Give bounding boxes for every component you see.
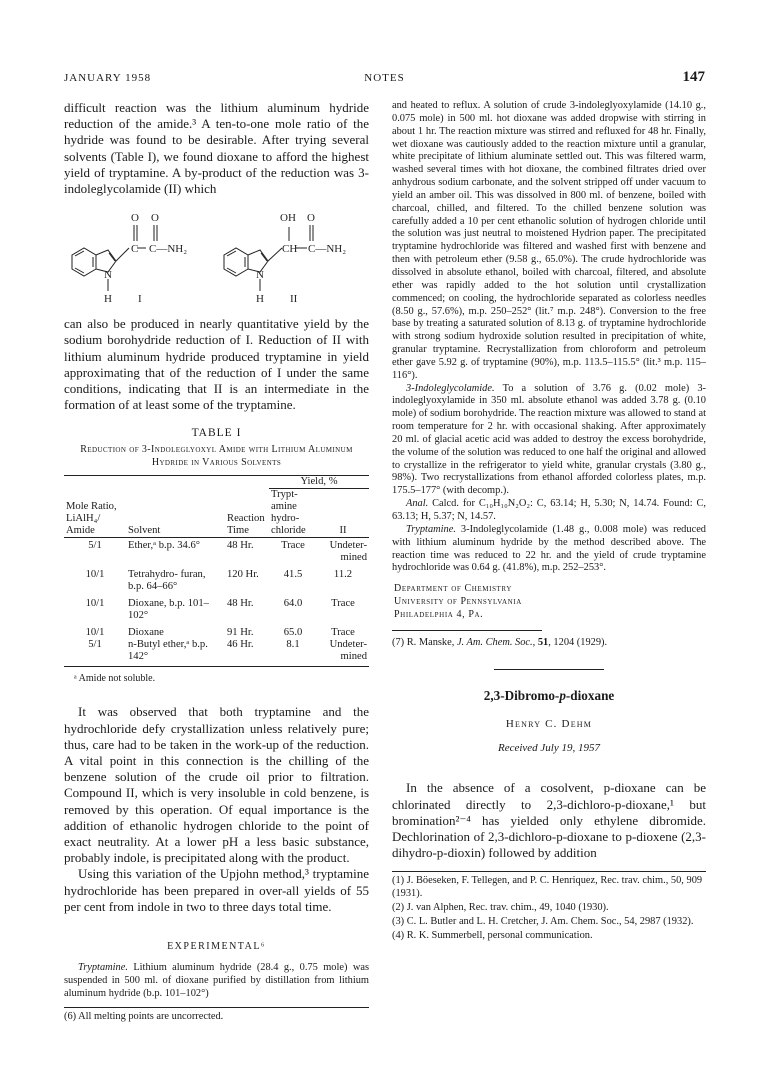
cell-solvent: Ether,ᵃ b.p. 34.6° [128, 540, 201, 552]
header-time: Reaction Time [225, 476, 269, 538]
experimental-heading: EXPERIMENTAL⁶ [167, 941, 266, 953]
header-ii: II [317, 489, 369, 538]
title-part-a: 2,3-Dibromo- [483, 688, 560, 704]
cell-ratio: 5/1 [88, 540, 102, 552]
amide-label-2: C—NH₂ [308, 243, 347, 256]
header-yield: Yield, % [269, 476, 369, 489]
glycolamide-label: 3-Indoleglycolamide. [406, 382, 495, 394]
references [392, 871, 706, 942]
oxygen-label-1: O [131, 212, 139, 225]
paragraph-analysis [392, 498, 706, 524]
table-row [64, 567, 369, 596]
compound-label-i: I [138, 293, 142, 306]
cell-ii: Trace [331, 627, 355, 639]
journal-date: JANUARY 1958 [64, 72, 152, 84]
affiliation-university: University of Pennsylvania [394, 596, 522, 608]
paragraph-borohydride: can also be produced in nearly quantitative yield by the sodium borohydride reduction of I. Reduction of II with lithium aluminum hydride produced tryptamine in yield approximating that of the reduction of I under the same conditions, indicating that II is an intermediate in the formation of at least some of the tryptamine. [64, 316, 369, 413]
cell-time: 46 Hr. [227, 639, 254, 651]
ch-label: CH [282, 243, 298, 256]
hydrogen-label-2: H [256, 293, 264, 306]
oxygen-label-2: O [151, 212, 159, 225]
cell-ratio: 10/1 [85, 627, 105, 639]
paragraph-reduction-intro: difficult reaction was the lithium aluminum hydride reduction of the amide.³ A ten-to-one mole ratio of the hydride was found to be desirable. After trying several solvents (Table I), we found dioxane to afford the highest yield of tryptamine. A by-product of the reduction was 3-indoleglycolamide (II) which [64, 100, 369, 197]
cell-tryptamine: 64.0 [283, 598, 303, 610]
structure-diagram [64, 205, 369, 310]
reference-4: (4) R. K. Summerbell, personal communication. [392, 929, 593, 941]
article-title [392, 688, 706, 704]
table-row [64, 625, 369, 639]
paragraph-glycolamide [392, 383, 706, 499]
table-caption: Reduction of 3-Indoleglyoxyl Amide with Lithium Aluminum Hydride in Various Solvents [80, 444, 353, 469]
chemical-structures [64, 205, 369, 310]
ref7-pages: , 1204 (1929). [548, 636, 608, 648]
cell-ratio: 10/1 [85, 598, 105, 610]
received-date: Received July 19, 1957 [497, 742, 600, 755]
cell-ratio: 10/1 [85, 569, 105, 581]
author-name: Henry C. Dehm [505, 718, 593, 731]
reference-rule [392, 630, 542, 631]
carbon-label-1: C [131, 243, 139, 256]
cell-ii: 11.2 [333, 569, 353, 581]
title-part-p: p [559, 688, 566, 704]
paragraph-dioxane-intro: In the absence of a cosolvent, p-dioxane can be chlorinated directly to 2,3-dichloro-p-dioxane,¹ but bromination²⁻⁴ has yielded only ethylene dibromide. Dechlorination of 2,3-dichloro-p-dioxane to p-dioxene (2,3-dihydro-p-dioxin) followed by addition [392, 780, 706, 861]
anal-label: Anal. [406, 498, 429, 510]
cell-tryptamine: 8.1 [286, 639, 300, 651]
ref7-volume: 51 [537, 636, 549, 648]
cell-ii: Undeter- mined [329, 540, 367, 564]
cell-time: 120 Hr. [227, 569, 259, 581]
paragraph-tryptamine [392, 524, 706, 575]
ref7-author: (7) R. Manske, [392, 636, 457, 648]
nitrogen-label-1: N [104, 269, 112, 282]
reference-7 [392, 637, 706, 650]
cell-solvent: Tetrahydro- furan, b.p. 64–66° [128, 569, 206, 593]
tryptamine-text: 3-Indoleglycolamide (1.48 g., 0.008 mole) was reduced with lithium aluminum hydride by the method described above. The reaction time was reduced to 22 hr. and the yield of crude tryptamine hydrochloride was 0.64 g. (41.8%), m.p. 252–253°. [392, 523, 706, 574]
tryptamine-label: Tryptamine. [406, 523, 456, 535]
table-footnote: ᵃ Amide not soluble. [74, 673, 156, 685]
cell-solvent: Dioxane, b.p. 101–102° [128, 598, 209, 622]
anal-text: Calcd. for C₁₀H₁₀N₂O₂: C, 63.14; H, 5.30; N, 14.74. Found: C, 63.13; H, 5.37; N, 14.57. [392, 498, 706, 522]
cell-solvent: Dioxane [128, 627, 164, 639]
cell-time: 48 Hr. [227, 598, 254, 610]
header-ratio: Mole Ratio, LiAlH₄/ Amide [64, 476, 126, 538]
glycolamide-text: To a solution of 3.76 g. (0.02 mole) 3-indoleglyoxylamide in 350 ml. absolute ethanol was added 3.78 g. (0.10 mole) of sodium borohydride. The reaction mixture was allowed to stand at room temperature for 2 hr. with occasional shaking. After approximately 20 ml. of glacial acetic acid was added to destroy the excess borohydride, the volume of the solution was reduced to one half the original and allowed to crystallize in the refrigerator to yield white, granular crystals (3.80 g., 98%). Two recrystallizations from ethanol afforded colorless plates, m.p. 175.5–177° (with decomp.). [392, 382, 706, 497]
reference-3: (3) C. L. Butler and L. H. Cretcher, J. Am. Chem. Soc., 54, 2987 (1932). [392, 915, 694, 927]
affiliation-city: Philadelphia 4, Pa. [394, 608, 484, 620]
compound-label-ii: II [290, 293, 298, 306]
table-title: TABLE I [191, 427, 242, 440]
affiliation [394, 583, 706, 621]
page-number: 147 [682, 69, 705, 85]
paragraph-crystallization: It was observed that both tryptamine and the hydrochloride defy crystallization unless relatively pure; thus, care had to be taken in the work-up of the reduction. A vital point in this connection is the chilling of the benzene solution of the crude oil prior to filtration. Compound II, which is very insoluble in cold benzene, is removed by this operation. Of equal importance is the addition of ethanolic hydrogen chloride to the point of exact neutrality. At a lower pH a less basic substance, probably indole, is precipitated along with the product. [64, 704, 369, 866]
title-part-b: -dioxane [565, 688, 615, 704]
cell-tryptamine: 41.5 [283, 569, 303, 581]
left-column [64, 100, 369, 1023]
paragraph-upjohn: Using this variation of the Upjohn method,³ tryptamine hydrochloride has been prepared in over-all yields of 55 per cent from indole in two to three days total time. [64, 866, 369, 914]
paragraph-experimental [64, 962, 369, 1001]
cell-time: 91 Hr. [227, 627, 254, 639]
article-divider [494, 669, 604, 670]
footnote-6: (6) All melting points are uncorrected. [64, 1007, 369, 1024]
ref7-journal: J. Am. Chem. Soc. [456, 636, 533, 648]
section-name: NOTES [364, 72, 405, 84]
cell-tryptamine: Trace [281, 540, 305, 552]
solvent-table [64, 475, 369, 667]
header-tryptamine: Trypt- amine hydro- chloride [269, 489, 317, 538]
table-row [64, 639, 369, 667]
cell-time: 48 Hr. [227, 540, 254, 552]
header-solvent: Solvent [126, 476, 225, 538]
reference-2: (2) J. van Alphen, Rec. trav. chim., 49, 1040 (1930). [392, 902, 609, 914]
right-column [392, 100, 706, 943]
cell-ii: Undeter- mined [329, 639, 367, 663]
cell-ii: Trace [331, 598, 355, 610]
table-row [64, 538, 369, 568]
nitrogen-label-2: N [256, 269, 264, 282]
hydroxyl-label: OH [280, 212, 296, 225]
reference-1: (1) J. Böeseken, F. Tellegen, and P. C. Henriquez, Rec. trav. chim., 50, 909 (1931). [392, 875, 703, 900]
affiliation-department: Department of Chemistry [394, 583, 512, 595]
ref7-sep: , [532, 636, 538, 648]
exp-text: Lithium aluminum hydride (28.4 g., 0.75 mole) was suspended in 500 ml. of dioxane purified by distillation from lithium aluminum hydride (b.p. 101–102°) [64, 962, 369, 999]
running-header [64, 70, 705, 88]
amide-label-1: C—NH₂ [149, 243, 188, 256]
exp-label: Tryptamine. [78, 962, 128, 974]
cell-tryptamine: 65.0 [283, 627, 303, 639]
cell-ratio: 5/1 [88, 639, 102, 651]
paragraph-procedure: and heated to reflux. A solution of crude 3-indoleglyoxylamide (14.10 g., 0.075 mole) in 500 ml. hot dioxane was added dropwise with stirring in about 1 hr. The reaction mixture was stirred and refluxed for 48 hr. Finally, wet dioxane was cautiously added to the reaction mixture until a granular, white precipitate of lithium aluminate settled out. This was filtered warm, washed several times with hot dioxane, the combined filtrates dried over anhydrous sodium carbonate, and the solvent stripped off under vacuum to yield an amber oil. This was dissolved in 800 ml. of benzene, boiled with charcoal, chilled, and filtered. To the chilled benzene solution was carefully added a 10 per cent ethanolic solution of hydrogen chloride until the solution was just neutral to moistened Hydrion paper. The precipitated tryptamine hydrochloride was filtered and washed first with benzene and then with petroleum ether (9.58 g., 65.0%). The crude hydrochloride was dissolved in absolute ethanol, boiled with charcoal, filtered, and absolute ether was rapidly added to the hot solution until crystallization commenced; on cooling, the hydrochloride separated as colorless needles (8.50 g., 57.6%), m.p. 250–252° (lit.⁷ m.p. 248°). Conversion to the free base by treating a saturated solution of 8.13 g. of tryptamine hydrochloride with strong sodium hydroxide solution resulted in precipitation of white, granular tryptamine. Recrystallization from chloroform and petroleum ether gave 5.92 g. of tryptamine (90%), m.p. 113.5–115.5° (lit.³ m.p. 115–116°). [392, 100, 706, 381]
oxygen-label-3: O [307, 212, 315, 225]
table-row [64, 596, 369, 625]
cell-solvent: n-Butyl ether,ᵃ b.p. 142° [128, 639, 208, 663]
hydrogen-label-1: H [104, 293, 112, 306]
